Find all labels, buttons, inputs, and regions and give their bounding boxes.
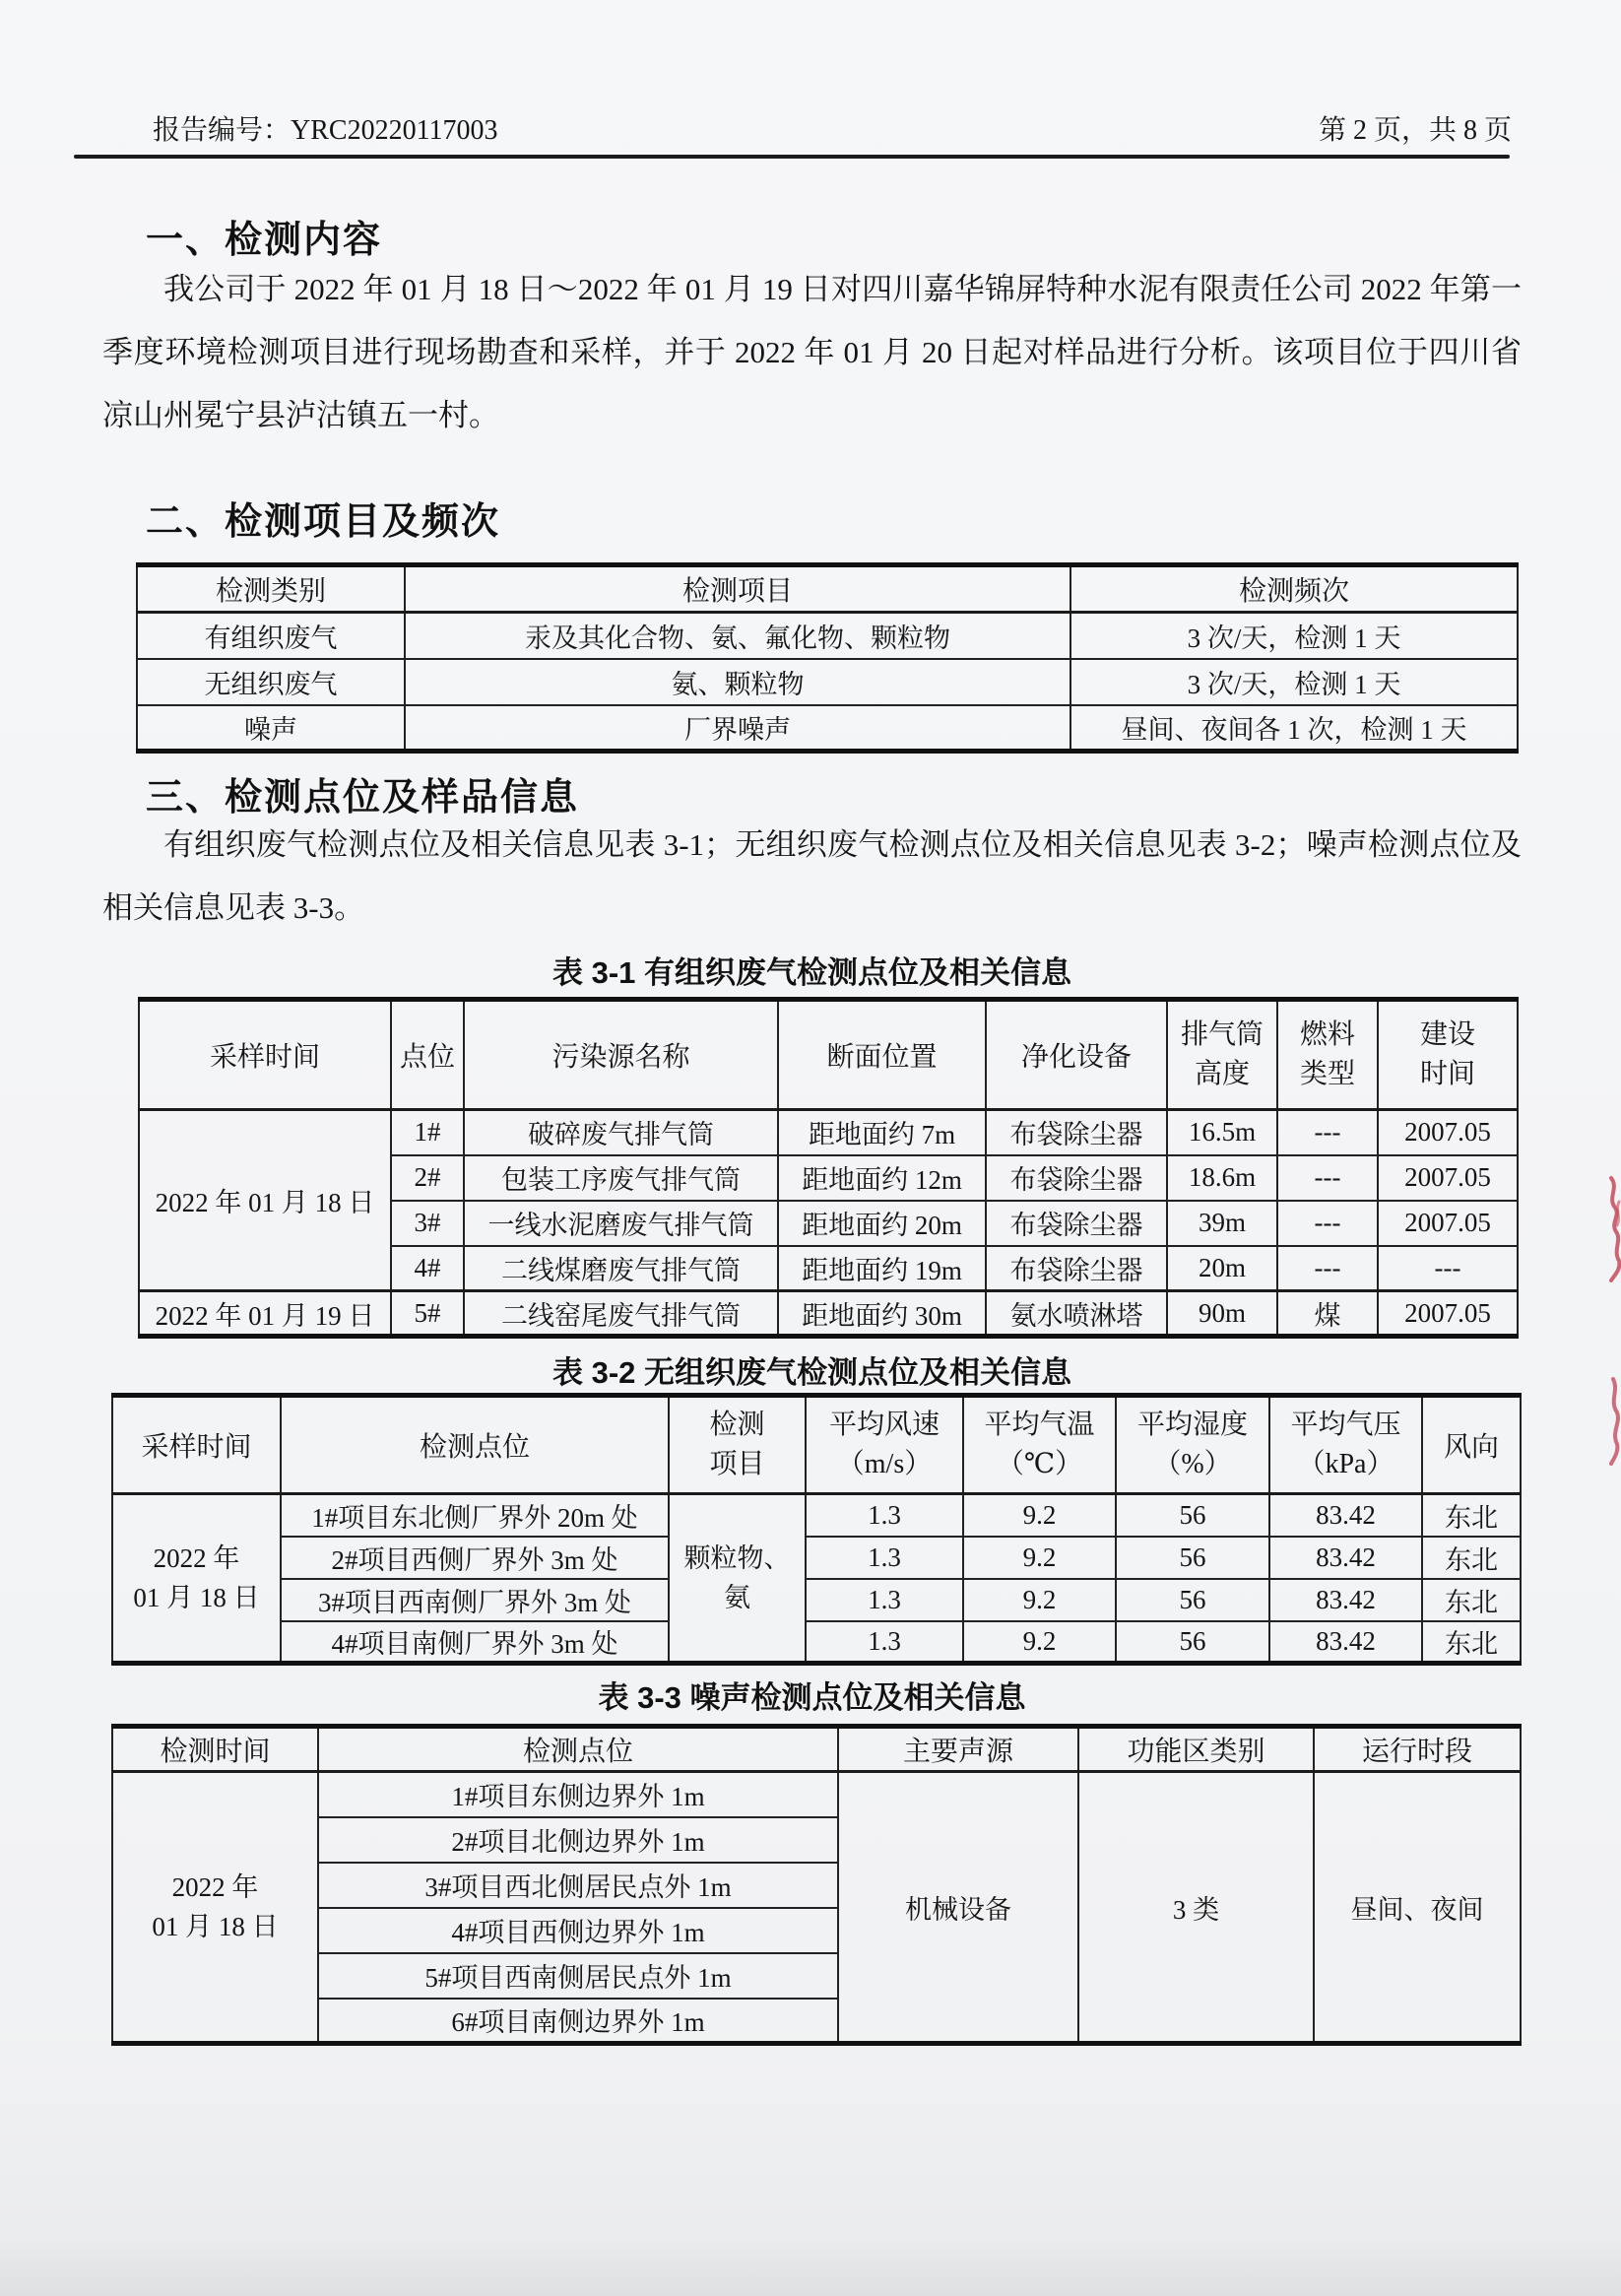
t31-header-fuel-type [1277, 1000, 1378, 1110]
cell-items-line2: 氨 [724, 1583, 750, 1612]
t31-header-stack-height [1167, 1000, 1277, 1110]
cell-humidity: 56 [1116, 1579, 1269, 1621]
cell-built: 2007.05 [1378, 1201, 1518, 1246]
cell-sample-date [112, 1494, 281, 1664]
t31-header-stack-line1: 排气筒 [1180, 1019, 1264, 1050]
t33-header-zone: 功能区类别 [1078, 1727, 1314, 1772]
cell-section: 距地面约 19m [778, 1246, 986, 1291]
table-row [112, 1494, 1521, 1537]
t32-header-item-line2: 项目 [709, 1449, 765, 1479]
section-1-title: 一、检测内容 [146, 220, 383, 261]
cell-point: 2#项目西侧厂界外 3m 处 [281, 1537, 669, 1579]
table-row [137, 659, 1518, 705]
cell-temperature: 9.2 [963, 1579, 1116, 1621]
cell-wind-direction: 东北 [1422, 1537, 1521, 1579]
t32-header-temp [963, 1396, 1116, 1494]
t32-header-humidity [1116, 1396, 1269, 1494]
cell-height: 18.6m [1167, 1155, 1277, 1201]
cell-sample-date-line1: 2022 年 [153, 1543, 240, 1573]
cell-section: 距地面约 20m [778, 1201, 986, 1246]
cell-items: 氨、颗粒物 [405, 659, 1070, 705]
table-3-1-header-row [139, 1000, 1518, 1110]
cell-section: 距地面约 7m [778, 1110, 986, 1155]
t33-header-time: 检测时间 [112, 1727, 318, 1772]
cell-section: 距地面约 12m [778, 1155, 986, 1201]
cell-point: 2# [391, 1155, 464, 1201]
cell-zone-class: 3 类 [1078, 1772, 1314, 2044]
t31-header-built-line2: 时间 [1419, 1059, 1475, 1089]
freq-header-item: 检测项目 [405, 565, 1070, 613]
t31-header-device: 净化设备 [986, 1000, 1167, 1110]
cell-device: 氨水喷淋塔 [986, 1291, 1167, 1337]
cell-source: 二线煤磨废气排气筒 [464, 1246, 778, 1291]
t32-header-temp-line1: 平均气温 [984, 1410, 1095, 1440]
table-3-2 [111, 1393, 1522, 1666]
t32-header-humidity-line2: （%） [1153, 1449, 1232, 1479]
cell-temperature: 9.2 [963, 1494, 1116, 1537]
cell-frequency: 3 次/天，检测 1 天 [1070, 659, 1518, 705]
cell-height: 20m [1167, 1246, 1277, 1291]
cell-items: 汞及其化合物、氨、氟化物、颗粒物 [405, 613, 1070, 659]
cell-source: 包装工序废气排气筒 [464, 1155, 778, 1201]
t32-header-wind-line2: （m/s） [836, 1449, 933, 1479]
red-seal-fragment-icon [1601, 1377, 1621, 1466]
cell-frequency: 昼间、夜间各 1 次，检测 1 天 [1070, 705, 1518, 752]
cell-built: 2007.05 [1378, 1155, 1518, 1201]
cell-temperature: 9.2 [963, 1537, 1116, 1579]
cell-point: 3# [391, 1201, 464, 1246]
freq-header-category: 检测类别 [137, 565, 405, 613]
cell-fuel: 煤 [1277, 1291, 1378, 1337]
cell-category: 有组织废气 [137, 613, 405, 659]
cell-height: 16.5m [1167, 1110, 1277, 1155]
cell-sample-date-group1: 2022 年 01 月 18 日 [139, 1110, 391, 1291]
t31-header-stack-line2: 高度 [1194, 1059, 1250, 1089]
cell-pressure: 83.42 [1269, 1621, 1422, 1664]
t32-header-wind-direction: 风向 [1422, 1396, 1521, 1494]
cell-wind-direction: 东北 [1422, 1494, 1521, 1537]
table-row [112, 1579, 1521, 1621]
table-row [112, 1537, 1521, 1579]
table-3-1-caption: 表 3-1 有组织废气检测点位及相关信息 [551, 955, 1072, 990]
cell-fuel: --- [1277, 1201, 1378, 1246]
t31-header-section: 断面位置 [778, 1000, 986, 1110]
cell-built: --- [1378, 1246, 1518, 1291]
cell-height: 39m [1167, 1201, 1277, 1246]
t33-header-point: 检测点位 [318, 1727, 838, 1772]
t32-header-item-line1: 检测 [709, 1410, 765, 1440]
cell-device: 布袋除尘器 [986, 1155, 1167, 1201]
t32-header-pressure-line1: 平均气压 [1290, 1410, 1401, 1440]
cell-source: 二线窑尾废气排气筒 [464, 1291, 778, 1337]
cell-wind-speed: 1.3 [806, 1579, 963, 1621]
freq-header-frequency: 检测频次 [1070, 565, 1518, 613]
t31-header-point: 点位 [391, 1000, 464, 1110]
cell-noise-source: 机械设备 [838, 1772, 1078, 2044]
frequency-table [136, 562, 1519, 754]
section-3-paragraph: 有组织废气检测点位及相关信息见表 3-1；无组织废气检测点位及相关信息见表 3-2；噪声检测点位及相关信息见表 3-3。 [102, 827, 1522, 925]
section-3-title: 三、检测点位及样品信息 [146, 777, 580, 819]
frequency-table-header-row [137, 565, 1518, 613]
t32-header-humidity-line1: 平均湿度 [1136, 1410, 1248, 1440]
t31-header-sample-time: 采样时间 [139, 1000, 391, 1110]
table-row [112, 1621, 1521, 1664]
cell-point: 4# [391, 1246, 464, 1291]
cell-built: 2007.05 [1378, 1110, 1518, 1155]
cell-height: 90m [1167, 1291, 1277, 1337]
table-3-2-caption: 表 3-2 无组织废气检测点位及相关信息 [551, 1355, 1072, 1390]
cell-sample-date-line2: 01 月 18 日 [133, 1583, 260, 1612]
cell-sample-date-group2: 2022 年 01 月 19 日 [139, 1291, 391, 1337]
cell-section: 距地面约 30m [778, 1291, 986, 1337]
table-3-2-header-row [112, 1396, 1521, 1494]
table-row [112, 1772, 1521, 1817]
t32-header-wind [806, 1396, 963, 1494]
t31-header-built-line1: 建设 [1419, 1019, 1475, 1050]
cell-wind-speed: 1.3 [806, 1537, 963, 1579]
t33-header-period: 运行时段 [1314, 1727, 1521, 1772]
cell-operation-period: 昼间、夜间 [1314, 1772, 1521, 2044]
t32-header-pressure-line2: （kPa） [1297, 1449, 1394, 1479]
t31-header-source: 污染源名称 [464, 1000, 778, 1110]
cell-point: 4#项目西侧边界外 1m [318, 1908, 838, 1953]
cell-point: 5# [391, 1291, 464, 1337]
cell-temperature: 9.2 [963, 1621, 1116, 1664]
report-number: 报告编号：YRC20220117003 [153, 115, 498, 146]
cell-pressure: 83.42 [1269, 1579, 1422, 1621]
red-seal-fragment-icon [1597, 1174, 1621, 1282]
cell-humidity: 56 [1116, 1494, 1269, 1537]
cell-point: 1#项目东北侧厂界外 20m 处 [281, 1494, 669, 1537]
t32-header-item [669, 1396, 806, 1494]
cell-category: 无组织废气 [137, 659, 405, 705]
cell-wind-direction: 东北 [1422, 1621, 1521, 1664]
cell-point: 5#项目西南侧居民点外 1m [318, 1953, 838, 1999]
t31-header-fuel-line1: 燃料 [1299, 1019, 1355, 1050]
cell-humidity: 56 [1116, 1537, 1269, 1579]
cell-pressure: 83.42 [1269, 1537, 1422, 1579]
cell-point: 3#项目西北侧居民点外 1m [318, 1863, 838, 1908]
t31-header-built-time [1378, 1000, 1518, 1110]
t31-header-fuel-line2: 类型 [1299, 1059, 1355, 1089]
cell-point: 1#项目东侧边界外 1m [318, 1772, 838, 1817]
section-1-paragraph: 我公司于 2022 年 01 月 18 日～2022 年 01 月 19 日对四川嘉华锦屏特种水泥有限责任公司 2022 年第一季度环境检测项目进行现场勘查和采样，并于 2022 年 01 月 20 日起对样品进行分析。该项目位于四川省凉山州冕宁县泸沽镇五一村。 [102, 272, 1522, 432]
cell-wind-speed: 1.3 [806, 1494, 963, 1537]
cell-point: 1# [391, 1110, 464, 1155]
cell-wind-direction: 东北 [1422, 1579, 1521, 1621]
cell-category: 噪声 [137, 705, 405, 752]
table-row [137, 705, 1518, 752]
cell-point: 6#项目南侧边界外 1m [318, 1999, 838, 2044]
cell-point: 2#项目北侧边界外 1m [318, 1817, 838, 1863]
cell-items: 厂界噪声 [405, 705, 1070, 752]
cell-items-line1: 颗粒物、 [683, 1543, 791, 1573]
cell-fuel: --- [1277, 1155, 1378, 1201]
t32-header-sample-time: 采样时间 [112, 1396, 281, 1494]
table-row [139, 1110, 1518, 1155]
header-rule [74, 155, 1510, 159]
table-3-3-header-row [112, 1727, 1521, 1772]
cell-built: 2007.05 [1378, 1291, 1518, 1337]
cell-items [669, 1494, 806, 1664]
cell-frequency: 3 次/天，检测 1 天 [1070, 613, 1518, 659]
cell-monitor-date-line1: 2022 年 [171, 1872, 259, 1902]
cell-source: 破碎废气排气筒 [464, 1110, 778, 1155]
cell-device: 布袋除尘器 [986, 1246, 1167, 1291]
table-3-3 [111, 1724, 1522, 2046]
cell-point: 3#项目西南侧厂界外 3m 处 [281, 1579, 669, 1621]
t32-header-point: 检测点位 [281, 1396, 669, 1494]
cell-pressure: 83.42 [1269, 1494, 1422, 1537]
section-2-title: 二、检测项目及频次 [146, 501, 501, 543]
page-number: 第 2 页，共 8 页 [1318, 115, 1512, 146]
cell-wind-speed: 1.3 [806, 1621, 963, 1664]
page-header [153, 108, 1512, 148]
cell-monitor-date-line2: 01 月 18 日 [152, 1912, 279, 1941]
cell-monitor-date [112, 1772, 318, 2044]
cell-point: 4#项目南侧厂界外 3m 处 [281, 1621, 669, 1664]
cell-fuel: --- [1277, 1246, 1378, 1291]
cell-source: 一线水泥磨废气排气筒 [464, 1201, 778, 1246]
cell-humidity: 56 [1116, 1621, 1269, 1664]
table-row [137, 613, 1518, 659]
t33-header-source: 主要声源 [838, 1727, 1078, 1772]
cell-device: 布袋除尘器 [986, 1110, 1167, 1155]
cell-device: 布袋除尘器 [986, 1201, 1167, 1246]
table-row [139, 1291, 1518, 1337]
table-3-1 [138, 997, 1519, 1339]
t32-header-pressure [1269, 1396, 1422, 1494]
table-3-3-caption: 表 3-3 噪声检测点位及相关信息 [598, 1680, 1026, 1715]
t32-header-wind-line1: 平均风速 [828, 1410, 940, 1440]
cell-fuel: --- [1277, 1110, 1378, 1155]
t32-header-temp-line2: （℃） [996, 1449, 1083, 1479]
